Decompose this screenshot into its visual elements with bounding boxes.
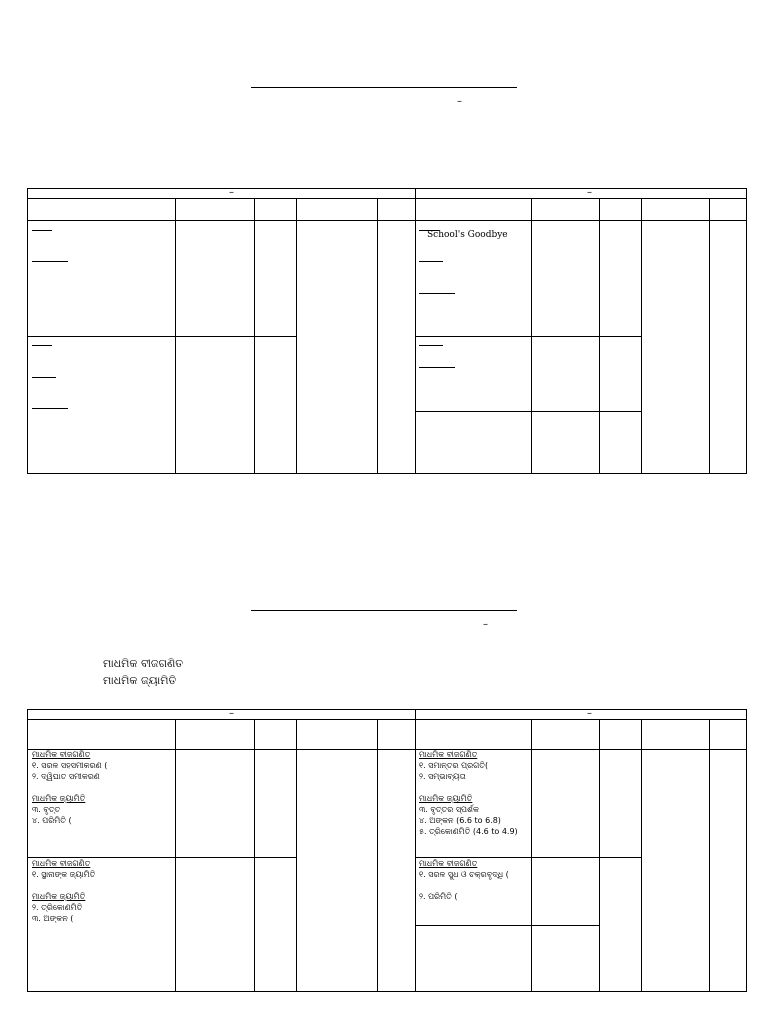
row-separator <box>28 336 296 337</box>
column-divider <box>709 198 710 473</box>
column-divider-main <box>415 710 416 991</box>
row-separator <box>415 336 641 337</box>
topic-item: ୨. ପରିମିତି ( <box>419 892 458 901</box>
schedule-table-2 <box>27 709 747 992</box>
blank-underline <box>32 377 56 378</box>
topic-item: ୪. ଅଙ୍କନ (6.6 to 6.8) <box>419 816 501 825</box>
blank-underline <box>32 261 68 262</box>
topic-item: ୧. ସମାନ୍ତର ପ୍ରଗତି( <box>419 761 489 770</box>
column-divider <box>641 719 642 991</box>
topic-item: ୨. ତ୍ରିକୋଣମିତି <box>32 903 83 912</box>
title-underline-1 <box>251 87 517 88</box>
header-dash-right: – <box>587 187 592 198</box>
topic-heading: ମାଧମିକ ବୀଜଗଣିତ <box>419 750 478 759</box>
topic-item: ୫. ତ୍ରିକୋଣମିତି (4.6 to 4.9) <box>419 827 518 836</box>
cell-text-school-goodbye: School's Goodbye <box>427 230 508 240</box>
topic-heading: ମାଧମିକ ବୀଜଗଣିତ <box>32 859 91 868</box>
header-dash-left: – <box>229 187 234 198</box>
topic-heading: ମାଧମିକ ଜ୍ୟାମିତି <box>32 892 86 901</box>
column-divider <box>709 719 710 991</box>
topic-heading: ମାଧମିକ ଜ୍ୟାମିତି <box>419 794 473 803</box>
column-divider <box>296 719 297 991</box>
title-dash-1: – <box>457 96 462 107</box>
topic-heading: ମାଧମିକ ଜ୍ୟାମିତି <box>32 794 86 803</box>
blank-underline <box>419 261 443 262</box>
title-dash-2: – <box>483 619 488 630</box>
column-divider <box>296 198 297 473</box>
topic-item: ୩. ବୃତ୍ତ <box>32 805 61 814</box>
header-row-line <box>28 749 746 750</box>
column-divider <box>641 198 642 473</box>
column-divider <box>377 198 378 473</box>
column-divider <box>531 719 532 991</box>
topic-item: ୧. ସ୍ଥାନାଙ୍କ ଜ୍ୟାମିତି <box>32 870 96 879</box>
topic-item: ୩. ବୃତ୍ତର ସ୍ପର୍ଶକ <box>419 805 479 814</box>
subject-algebra: ମାଧମିକ ବୀଜଗଣିତ <box>103 657 184 670</box>
blank-underline <box>419 293 455 294</box>
column-divider <box>175 719 176 991</box>
row-separator <box>415 925 599 926</box>
header-row-line <box>28 220 746 221</box>
column-divider <box>599 719 600 991</box>
header-row-line <box>28 719 746 720</box>
topic-item: ୪. ପରିମିତି ( <box>32 816 72 825</box>
blank-underline <box>32 345 52 346</box>
topic-item: ୩. ଅଙ୍କନ ( <box>32 914 74 923</box>
row-separator <box>415 411 641 412</box>
subject-geometry: ମାଧମିକ ଜ୍ୟାମିତି <box>103 674 177 687</box>
blank-underline <box>32 408 68 409</box>
topic-item: ୨. ସମ୍ଭାବ୍ୟତା <box>419 772 466 781</box>
column-divider <box>254 719 255 991</box>
blank-underline <box>32 230 52 231</box>
topic-heading: ମାଧମିକ ବୀଜଗଣିତ <box>32 750 91 759</box>
topic-item: ୧. ସରଳ ସହସମୀକରଣ ( <box>32 761 108 770</box>
header-dash-left: – <box>229 708 234 719</box>
topic-item: ୧. ସରଳ ସୁଧ ଓ ଚକ୍ରବୃଦ୍ଧି ( <box>419 870 509 879</box>
blank-underline <box>419 345 443 346</box>
header-row-line <box>28 198 746 199</box>
title-underline-2 <box>251 610 517 611</box>
column-divider-main <box>415 189 416 473</box>
column-divider <box>377 719 378 991</box>
topic-item: ୨. ଦ୍ୱିଘାତ ସମୀକରଣ <box>32 772 100 781</box>
topic-heading: ମାଧମିକ ବୀଜଗଣିତ <box>419 859 478 868</box>
header-dash-right: – <box>587 708 592 719</box>
blank-underline <box>419 367 455 368</box>
schedule-table-1 <box>27 188 747 474</box>
